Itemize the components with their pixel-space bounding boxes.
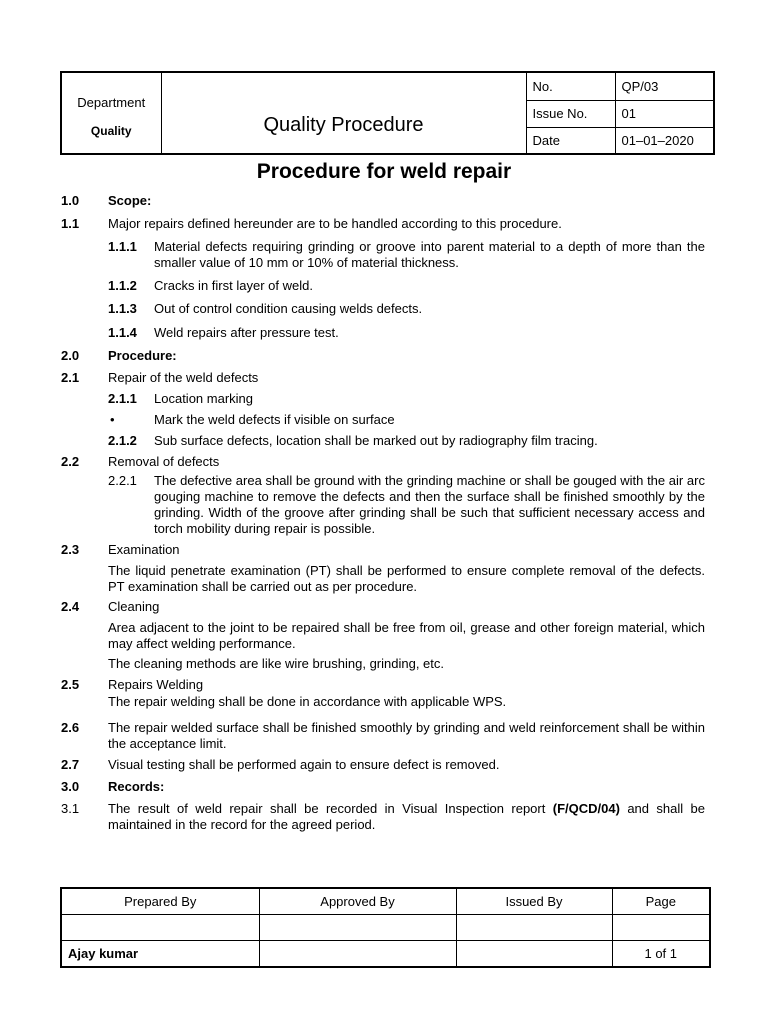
- approved-by-name: [259, 941, 456, 968]
- form-reference: (F/QCD/04): [552, 801, 620, 816]
- approval-table: [60, 887, 711, 968]
- department-label: Department: [77, 94, 146, 110]
- department-cell: [61, 72, 161, 154]
- paragraph-text: Area adjacent to the joint to be repaired shall be free from oil, grease and other foreign material, which may affect welding performance.: [108, 620, 705, 651]
- section-text: Removal of defects: [108, 454, 220, 469]
- subsection-number: 1.1.2: [108, 278, 137, 293]
- section-text: Cleaning: [108, 599, 160, 614]
- section-heading: Scope:: [108, 193, 152, 208]
- section-number: 2.7: [61, 757, 80, 772]
- subsection-number: 2.1.2: [108, 433, 137, 448]
- page-signature-cell: [612, 915, 710, 941]
- subsection-text: Out of control condition causing welds defects.: [154, 301, 423, 316]
- paragraph-text: The liquid penetrate examination (PT) shall be performed to ensure complete removal of the defects. PT examination shall be carried out as per procedure.: [108, 563, 705, 594]
- section-number: 2.4: [61, 599, 80, 614]
- paragraph-text: The cleaning methods are like wire brushing, grinding, etc.: [108, 656, 445, 671]
- section-number: 2.5: [61, 677, 80, 692]
- section-number: 1.0: [61, 193, 80, 208]
- bullet-icon: •: [110, 412, 115, 427]
- document-title: Procedure for weld repair: [256, 160, 512, 183]
- page-header: Page: [612, 888, 710, 915]
- section-number: 2.1: [61, 370, 80, 385]
- prepared-by-header: Prepared By: [61, 888, 259, 915]
- subsection-text: The defective area shall be ground with the grinding machine or shall be gouged with the air arc gouging machine to remove the defects and then the surface shall be finished smoothly by the grinding. Width of the groove after grinding shall be such that sufficient necessary access and torch mobility during repair is possible.: [154, 473, 705, 536]
- section-number: 2.2: [61, 454, 80, 469]
- section-text: Major repairs defined hereunder are to be handled according to this procedure.: [108, 216, 562, 231]
- subsection-text: Weld repairs after pressure test.: [154, 325, 339, 340]
- section-number: 2.6: [61, 720, 80, 735]
- section-number: 1.1: [61, 216, 80, 231]
- subsection-number: 1.1.3: [108, 301, 137, 316]
- date-value: 01–01–2020: [615, 127, 714, 154]
- section-number: 2.3: [61, 542, 80, 557]
- prepared-signature-cell: [61, 915, 259, 941]
- approved-by-header: Approved By: [259, 888, 456, 915]
- subsection-text: Sub surface defects, location shall be marked out by radiography film tracing.: [154, 433, 598, 448]
- prepared-by-name: Ajay kumar: [61, 941, 259, 968]
- section-number: 3.0: [61, 779, 80, 794]
- section-text: Repair of the weld defects: [108, 370, 259, 385]
- department-value: Quality: [90, 123, 132, 138]
- approved-signature-cell: [259, 915, 456, 941]
- subsection-number: 2.1.1: [108, 391, 137, 406]
- section-text: [108, 801, 705, 833]
- section-number: 2.0: [61, 348, 80, 363]
- page-number: 1 of 1: [612, 941, 710, 968]
- subsection-number: 1.1.1: [108, 239, 137, 254]
- header-table: [60, 71, 715, 155]
- section-text: Repairs Welding: [108, 677, 204, 692]
- issued-signature-cell: [456, 915, 612, 941]
- subsection-number: 1.1.4: [108, 325, 137, 340]
- issued-by-name: [456, 941, 612, 968]
- subsection-text: Material defects requiring grinding or groove into parent material to a depth of more than the smaller value of 10 mm or 10% of material thickness.: [154, 239, 705, 270]
- bullet-text: Mark the weld defects if visible on surface: [154, 412, 395, 427]
- header-title: Quality Procedure: [161, 72, 526, 154]
- section-heading: Records:: [108, 779, 165, 794]
- issue-number-value: 01: [615, 100, 714, 127]
- issued-by-header: Issued By: [456, 888, 612, 915]
- section-text: The repair welded surface shall be finished smoothly by grinding and weld reinforcement shall be within the acceptance limit.: [108, 720, 705, 751]
- doc-number-value: QP/03: [615, 72, 714, 100]
- issue-number-label: Issue No.: [526, 100, 615, 127]
- section-heading: Procedure:: [108, 348, 177, 363]
- subsection-number: 2.2.1: [108, 473, 137, 488]
- section-text: Visual testing shall be performed again to ensure defect is removed.: [108, 757, 500, 772]
- subsection-text: Location marking: [154, 391, 253, 406]
- paragraph-text: The repair welding shall be done in accordance with applicable WPS.: [108, 694, 507, 709]
- records-text-start: The result of weld repair shall be recorded in Visual Inspection report: [108, 801, 553, 816]
- records-text-end: and shall be maintained in the record for the agreed period.: [108, 801, 705, 832]
- section-number: 3.1: [61, 801, 80, 816]
- date-label: Date: [526, 127, 615, 154]
- section-text: Examination: [108, 542, 180, 557]
- doc-number-label: No.: [526, 72, 615, 100]
- subsection-text: Cracks in first layer of weld.: [154, 278, 313, 293]
